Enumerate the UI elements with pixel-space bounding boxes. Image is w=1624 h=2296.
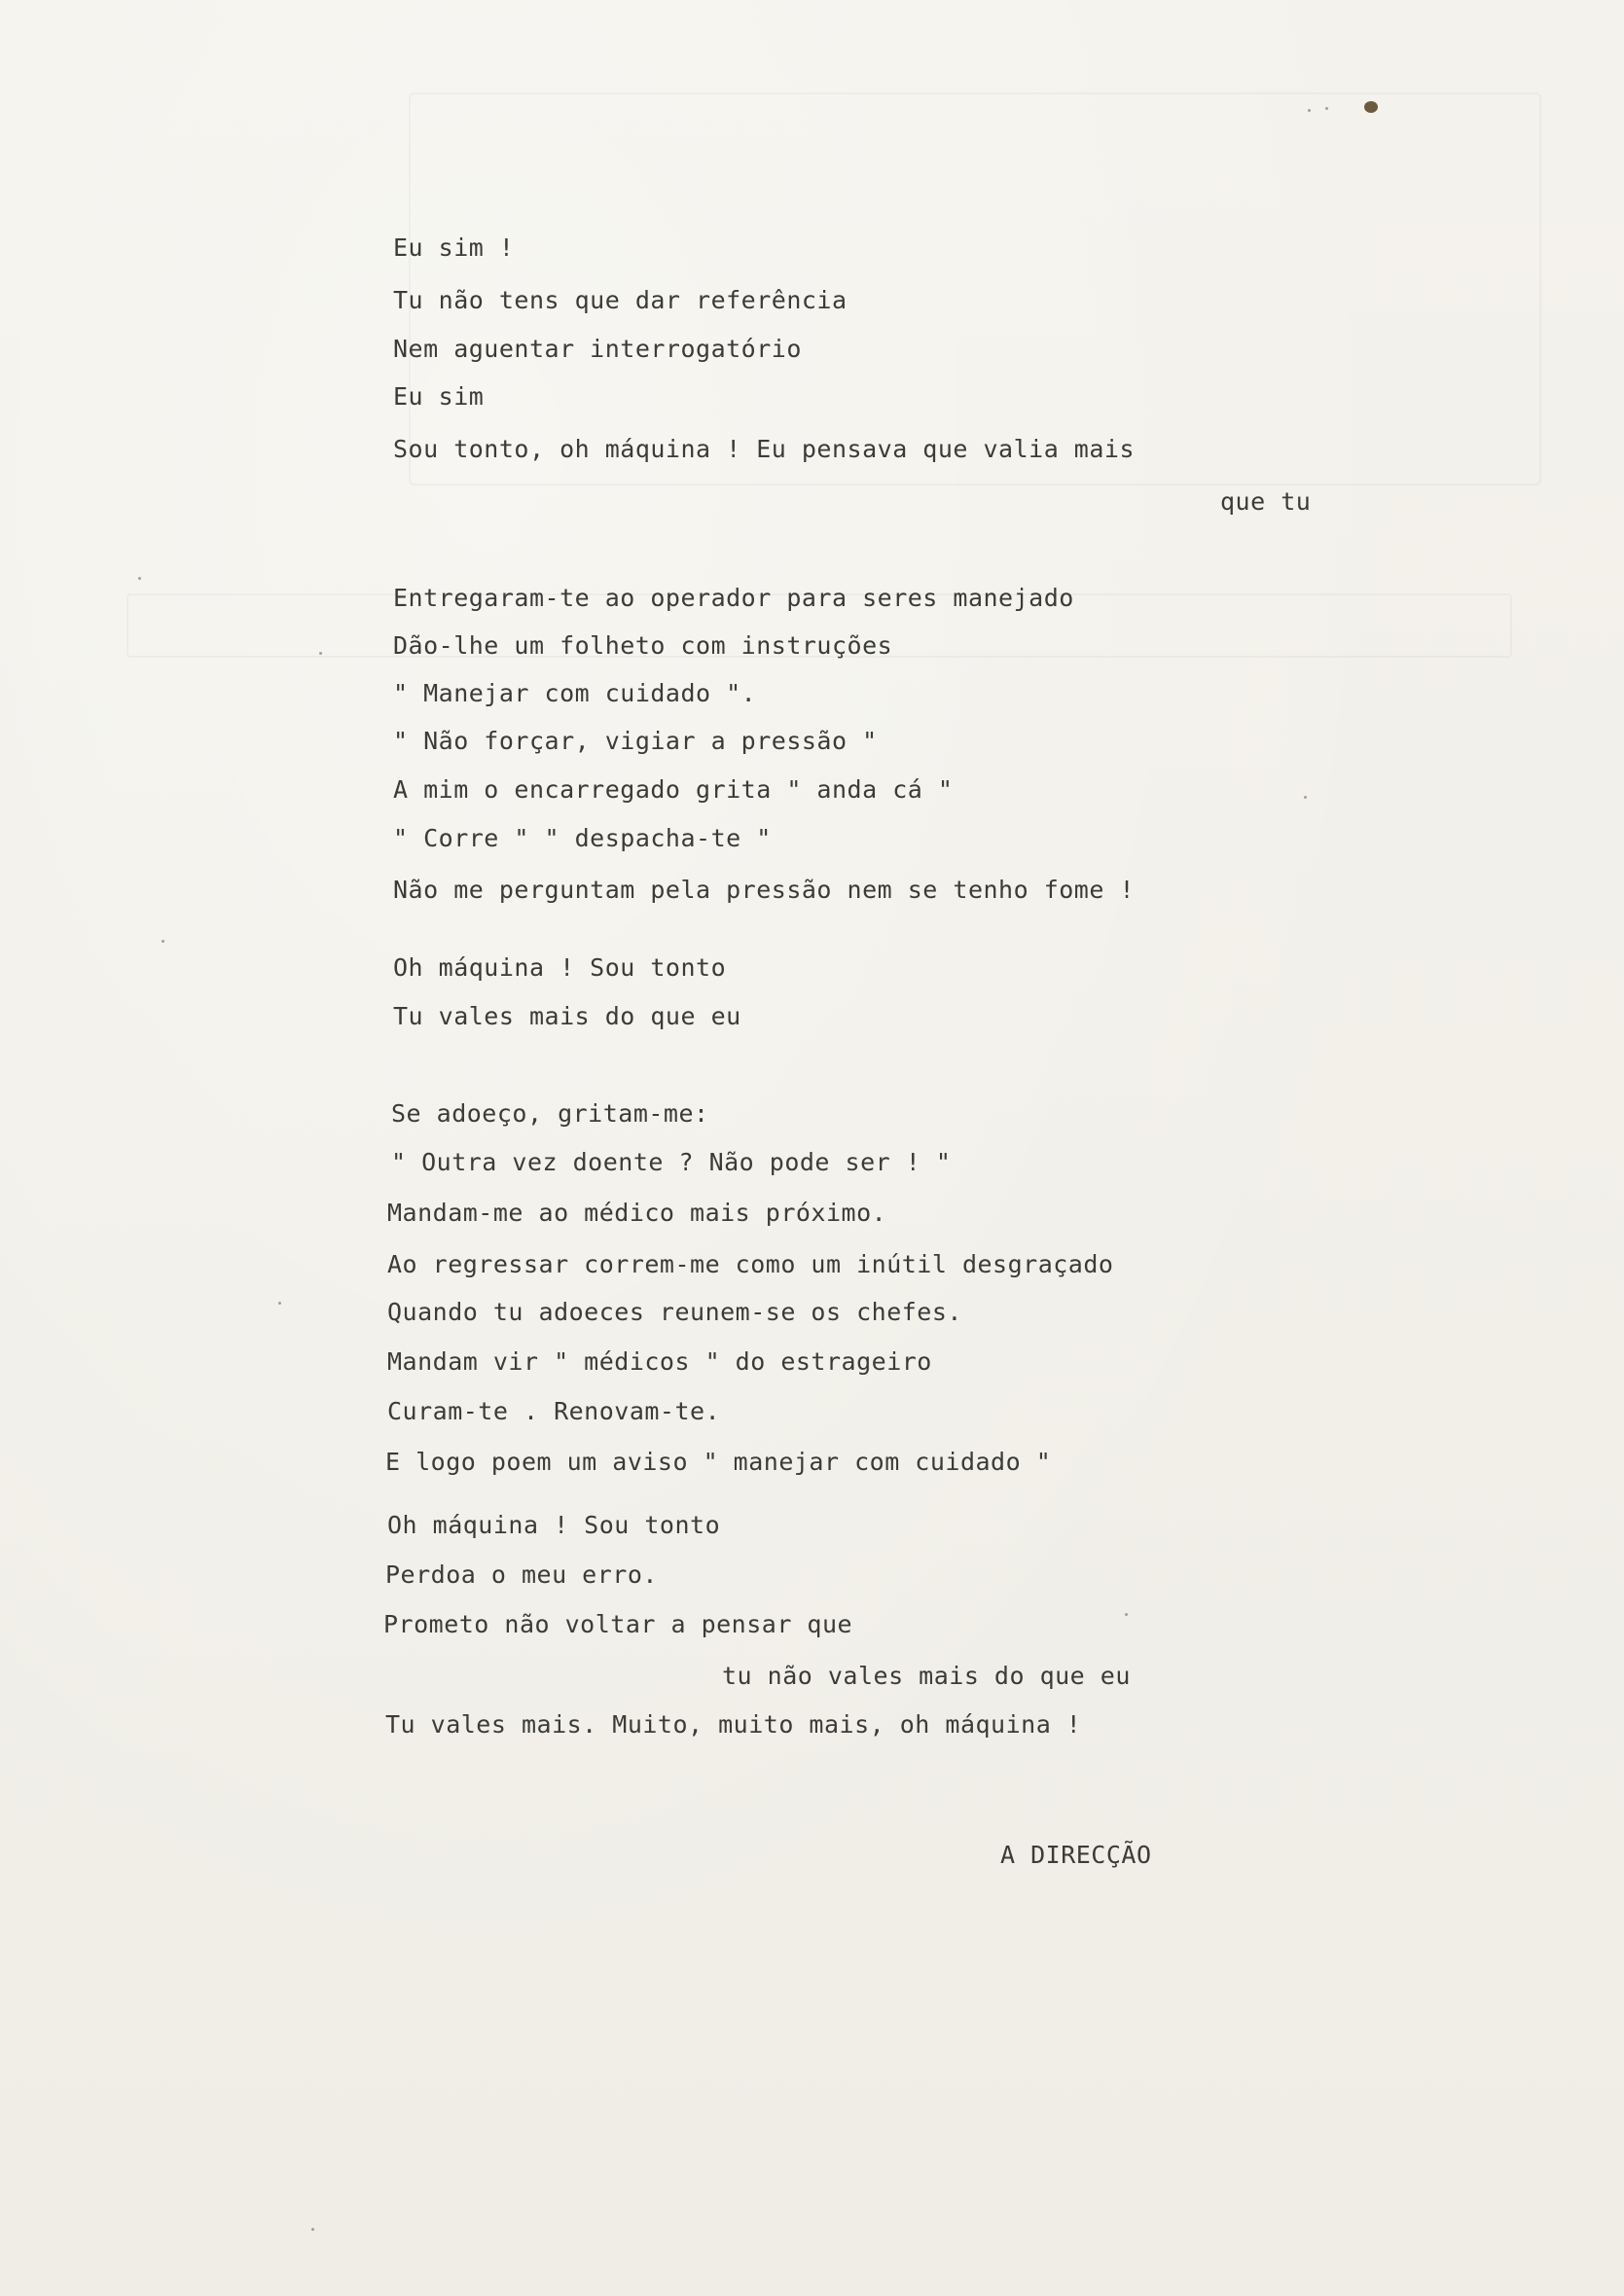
poem-line: Dão-lhe um folheto com instruções — [393, 631, 893, 660]
poem-line: Prometo não voltar a pensar que — [383, 1610, 853, 1638]
poem-line: Tu vales mais. Muito, muito mais, oh máquina ! — [385, 1710, 1082, 1739]
poem-line: tu não vales mais do que eu — [722, 1662, 1131, 1690]
speck-dot — [311, 2228, 314, 2231]
poem-line: Tu vales mais do que eu — [393, 1002, 741, 1030]
speck-dot — [1125, 1613, 1128, 1616]
poem-line: Mandam-me ao médico mais próximo. — [387, 1199, 887, 1227]
poem-line: Eu sim ! — [393, 233, 515, 262]
poem-line: Sou tonto, oh máquina ! Eu pensava que valia mais — [393, 435, 1136, 463]
poem-line: Curam-te . Renovam-te. — [387, 1397, 721, 1425]
poem-line: Eu sim — [393, 382, 485, 411]
poem-line: " Corre " " despacha-te " — [393, 824, 772, 852]
poem-line: Tu não tens que dar referência — [393, 286, 848, 314]
poem-line: Quando tu adoeces reunem-se os chefes. — [387, 1298, 962, 1326]
poem-line: A mim o encarregado grita " anda cá " — [393, 775, 954, 804]
poem-line: Mandam vir " médicos " do estrageiro — [387, 1347, 932, 1376]
speck-dot — [319, 652, 322, 655]
speck-dot — [1308, 109, 1311, 112]
speck-dot — [1325, 107, 1328, 110]
poem-line: Oh máquina ! Sou tonto — [387, 1511, 721, 1539]
poem-line: Perdoa o meu erro. — [385, 1561, 658, 1589]
signature: A DIRECÇÃO — [1000, 1841, 1152, 1869]
poem-line: Se adoeço, gritam-me: — [391, 1099, 709, 1128]
poem-line: Entregaram-te ao operador para seres manejado — [393, 584, 1074, 612]
poem-line: " Outra vez doente ? Não pode ser ! " — [391, 1148, 952, 1176]
speck-dot — [162, 940, 164, 943]
poem-line: Não me perguntam pela pressão nem se tenho fome ! — [393, 876, 1136, 904]
ink-speck — [1364, 101, 1378, 113]
poem-line: E logo poem um aviso " manejar com cuidado " — [385, 1448, 1052, 1476]
poem-line: que tu — [1220, 487, 1312, 516]
poem-line: Oh máquina ! Sou tonto — [393, 953, 727, 982]
speck-dot — [138, 577, 141, 580]
poem-line: Nem aguentar interrogatório — [393, 335, 802, 363]
speck-dot — [278, 1302, 281, 1305]
speck-dot — [1304, 796, 1307, 799]
poem-line: Ao regressar correm-me como um inútil desgraçado — [387, 1250, 1114, 1278]
poem-line: " Não forçar, vigiar a pressão " — [393, 727, 878, 755]
poem-line: " Manejar com cuidado ". — [393, 679, 757, 707]
